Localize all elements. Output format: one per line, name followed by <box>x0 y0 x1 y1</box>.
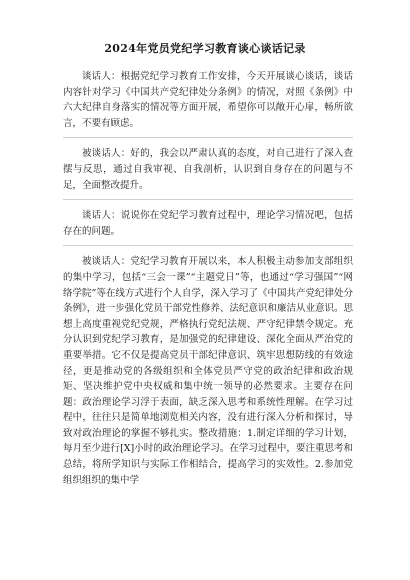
document-body <box>63 69 353 488</box>
paragraph-divider <box>63 245 353 246</box>
paragraph-interviewer-question: 谈话人：说说你在党纪学习教育过程中，理论学习情况吧，包括存在的问题。 <box>63 210 353 237</box>
paragraph-divider <box>63 199 353 200</box>
paragraph-interviewee-response: 被谈话人：好的，我会以严肃认真的态度，对自己进行了深入查摆与反思，通过自我审视、自我剖析，认识到自身存在的问题与不足，全面整改提升。 <box>63 148 353 191</box>
paragraph-divider <box>63 137 353 138</box>
document-title: 2024年党员党纪学习教育谈心谈话记录 <box>104 42 306 55</box>
paragraph-interviewee-study-report: 被谈话人：党纪学习教育开展以来，本人积极主动参加支部组织的集中学习，包括“三会一课”“主题党日”等，也通过“学习强国”“网络学院”等在线方式进行个人自学，深入学习了《中国共产党纪律处分条例》，进一步强化党员干部党性修养、法纪意识和廉洁从业意识。思想上高度重视党纪党规，严格执行党纪法规、严守纪律禁令规定。充分认识到党纪学习教育，是加强党的纪律建设、深化全面从严治党的重要举措。它不仅是提高党员干部纪律意识、筑牢思想防线的有效途径，更是推动党的各级组织和全体党员严守党的政治纪律和政治规矩、坚决维护党中央权威和集中统一领导的必然要求。主要存在问题：政治理论学习浮于表面，缺乏深入思考和系统性理解。在学习过程中，往往只是简单地浏览相关内容，没有进行深入分析和探讨，导致对政治理论的掌握不够扎实。整改措施：1.制定详细的学习计划，每月至少进行[X]小时的政治理论学习。在学习过程中，要注重思考和总结，将所学知识与实际工作相结合，提高学习的实效性。2.参加党组织组织的集中学 <box>63 256 353 486</box>
paragraph-interviewer-opening: 谈话人：根据党纪学习教育工作安排，今天开展谈心谈话，谈话内容针对学习《中国共产党纪律处分条例》的情况，对照《条例》中六大纪律自身落实的情况等方面开展，希望你可以敞开心扉，畅所欲言，不要有顾虑。 <box>63 71 353 129</box>
